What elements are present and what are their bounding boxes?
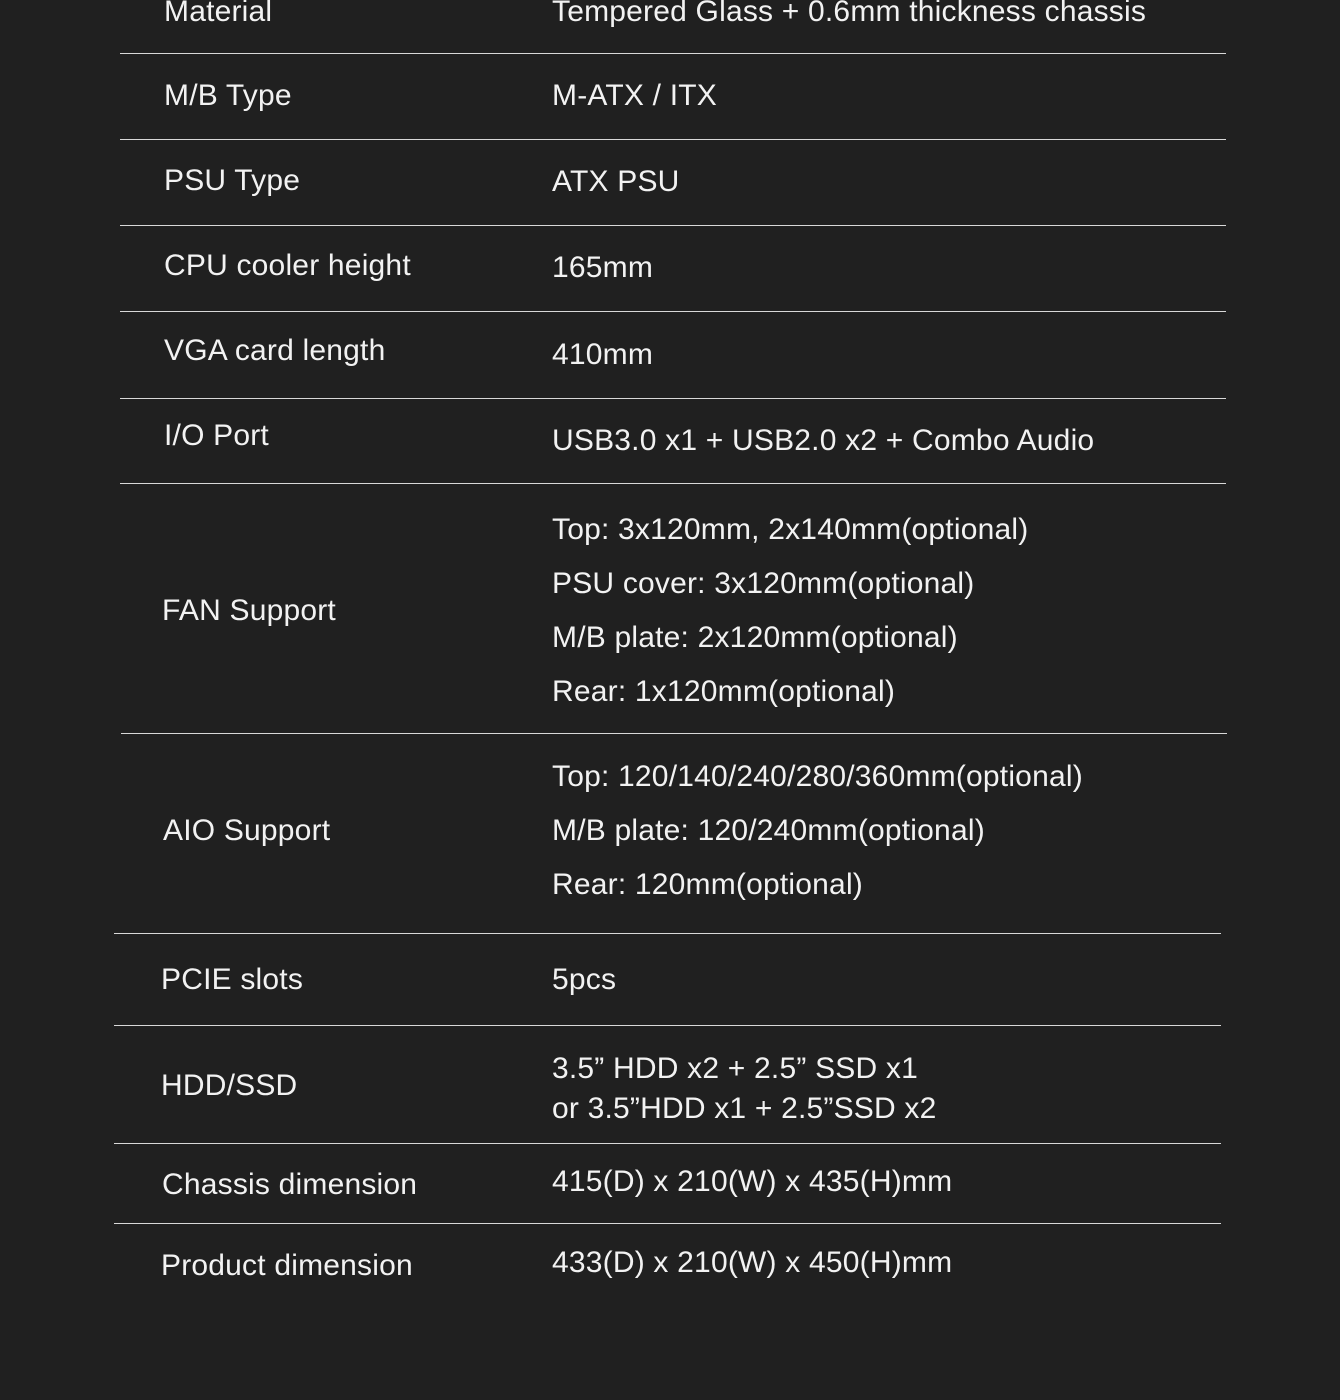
spec-value: [552, 760, 1083, 922]
spec-value: [552, 513, 1028, 729]
row-divider: [120, 398, 1226, 399]
spec-label: CPU cooler height: [164, 249, 411, 282]
spec-value: [552, 0, 1146, 49]
spec-value: [552, 338, 653, 392]
spec-label: M/B Type: [164, 79, 292, 112]
spec-value-line: 415(D) x 210(W) x 435(H)mm: [552, 1165, 953, 1198]
spec-label: VGA card length: [164, 334, 386, 367]
spec-value-line: 433(D) x 210(W) x 450(H)mm: [552, 1246, 953, 1279]
spec-value-line: or 3.5”HDD x1 + 2.5”SSD x2: [552, 1092, 937, 1125]
spec-value: [552, 1052, 937, 1132]
spec-value: [552, 79, 717, 133]
spec-value: [552, 165, 680, 219]
spec-value-line: Top: 120/140/240/280/360mm(optional): [552, 760, 1083, 793]
row-divider: [114, 1025, 1221, 1026]
spec-label: FAN Support: [162, 594, 336, 627]
spec-value-line: 410mm: [552, 338, 654, 371]
spec-label: Material: [164, 0, 273, 28]
spec-value-line: Rear: 120mm(optional): [552, 868, 863, 901]
spec-value-line: Tempered Glass + 0.6mm thickness chassis: [552, 0, 1147, 28]
spec-value-line: 165mm: [552, 251, 654, 284]
spec-value-line: M/B plate: 2x120mm(optional): [552, 621, 958, 654]
spec-label: I/O Port: [164, 419, 269, 452]
row-divider: [114, 1223, 1221, 1224]
spec-value: [552, 251, 653, 305]
row-divider: [120, 139, 1226, 140]
spec-value-line: Rear: 1x120mm(optional): [552, 675, 896, 708]
spec-value: [552, 424, 1094, 478]
row-divider: [121, 733, 1227, 734]
row-divider: [120, 483, 1226, 484]
spec-label: PSU Type: [164, 164, 301, 197]
spec-value-line: PSU cover: 3x120mm(optional): [552, 567, 975, 600]
spec-label: Chassis dimension: [162, 1168, 418, 1201]
row-divider: [114, 1143, 1221, 1144]
spec-value-line: 3.5” HDD x2 + 2.5” SSD x1: [552, 1052, 918, 1085]
spec-value-line: M-ATX / ITX: [552, 79, 717, 112]
spec-value-line: ATX PSU: [552, 165, 680, 198]
spec-value-line: 5pcs: [552, 963, 617, 996]
spec-value-line: M/B plate: 120/240mm(optional): [552, 814, 985, 847]
spec-value-line: USB3.0 x1 + USB2.0 x2 + Combo Audio: [552, 424, 1095, 457]
spec-label: Product dimension: [161, 1249, 413, 1282]
spec-value: [552, 1165, 952, 1219]
spec-value-line: Top: 3x120mm, 2x140mm(optional): [552, 513, 1029, 546]
row-divider: [120, 311, 1226, 312]
spec-value: [552, 1246, 952, 1300]
spec-value: [552, 963, 616, 1017]
spec-label: HDD/SSD: [161, 1069, 298, 1102]
spec-label: AIO Support: [163, 814, 331, 847]
spec-label: PCIE slots: [161, 963, 304, 996]
row-divider: [114, 933, 1221, 934]
row-divider: [120, 225, 1226, 226]
row-divider: [120, 53, 1226, 54]
